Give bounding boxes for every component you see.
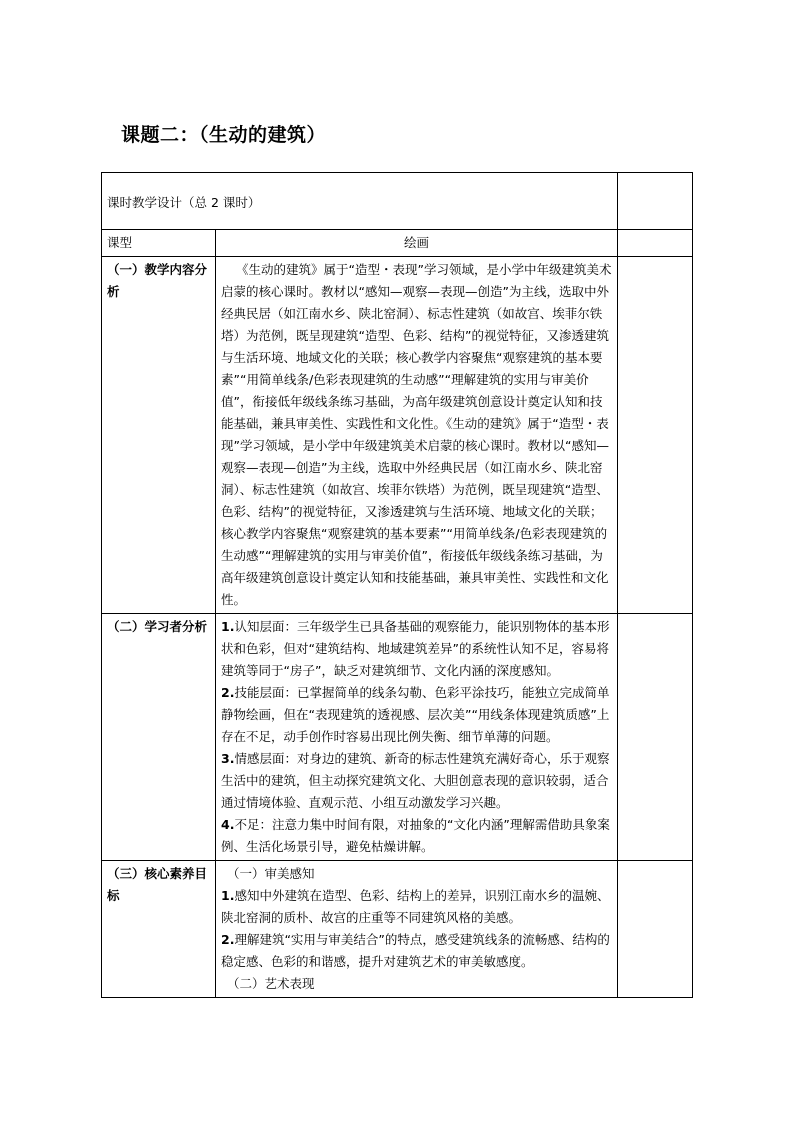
table-header-cell bbox=[102, 173, 618, 230]
core-goals-row bbox=[102, 861, 693, 998]
content-analysis-label: （一）教学内容分析 bbox=[102, 257, 216, 614]
content-analysis-cell bbox=[216, 257, 618, 614]
core-goals-cell bbox=[216, 861, 618, 998]
empty-cell bbox=[618, 614, 693, 861]
empty-cell bbox=[618, 861, 693, 998]
type-label: 课型 bbox=[102, 230, 216, 257]
learner-item: 2.技能层面：已掌握简单的线条勾勒、色彩平涂技巧，能独立完成简单静物绘画，但在“表现建筑的透视感、层次美”“用线条体现建筑质感”上存在不足，动手创作时容易出现比例失衡、细节单薄的问题。 bbox=[221, 685, 610, 744]
empty-cell bbox=[618, 257, 693, 614]
goal-item: 2.理解建筑“实用与审美结合”的特点，感受建筑线条的流畅感、结构的稳定感、色彩的和谐感，提升对建筑艺术的审美敏感度。 bbox=[221, 932, 610, 969]
goals-subheading: （二）艺术表现 bbox=[227, 976, 315, 991]
learner-analysis-row bbox=[102, 614, 693, 861]
type-value: 绘画 bbox=[216, 230, 618, 257]
empty-cell bbox=[618, 230, 693, 257]
table-header-text: 课时教学设计（总 2 课时） bbox=[107, 195, 261, 210]
page-title: 课题二：（生动的建筑） bbox=[121, 124, 327, 146]
goals-subheading: （一）审美感知 bbox=[227, 866, 315, 881]
learner-item: 3.情感层面：对身边的建筑、新奇的标志性建筑充满好奇心，乐于观察生活中的建筑，但主动探究建筑文化、大胆创意表现的意识较弱，适合通过情境体验、直观示范、小组互动激发学习兴趣。 bbox=[221, 751, 610, 810]
type-row bbox=[102, 230, 693, 257]
content-analysis-text: 《生动的建筑》属于“造型・表现”学习领域，是小学中年级建筑美术启蒙的核心课时。教材以“感知—观察—表现—创造”为主线，选取中外经典民居（如江南水乡、陕北窑洞）、标志性建筑（如故宫、埃菲尔铁塔）为范例，既呈现建筑“造型、色彩、结构”的视觉特征，又渗透建筑与生活环境、地域文化的关联；核心教学内容聚焦“观察建筑的基本要素”“用简单线条/色彩表现建筑的生动感”“理解建筑的实用与审美价值”，衔接低年级线条练习基础，为高年级建筑创意设计奠定认知和技能基础，兼具审美性、实践性和文化性。《生动的建筑》属于“造型・表现”学习领域，是小学中年级建筑美术启蒙的核心课时。教材以“感知—观察—表现—创造”为主线，选取中外经典民居（如江南水乡、陕北窑洞）、标志性建筑（如故宫、埃菲尔铁塔）为范例，既呈现建筑“造型、色彩、结构”的视觉特征，又渗透建筑与生活环境、地域文化的关联；核心教学内容聚焦“观察建筑的基本要素”“用简单线条/色彩表现建筑的生动感”“理解建筑的实用与审美价值”，衔接低年级线条练习基础，为高年级建筑创意设计奠定认知和技能基础，兼具审美性、实践性和文化性。 bbox=[221, 262, 612, 607]
table-header-row bbox=[102, 173, 693, 230]
content-analysis-row bbox=[102, 257, 693, 614]
learner-item: 1.认知层面：三年级学生已具备基础的观察能力，能识别物体的基本形状和色彩，但对“建筑结构、地域建筑差异”的系统性认知不足，容易将建筑等同于“房子”，缺乏对建筑细节、文化内涵的深度感知。 bbox=[221, 619, 610, 678]
learner-item: 4.不足：注意力集中时间有限，对抽象的“文化内涵”理解需借助具象案例、生活化场景引导，避免枯燥讲解。 bbox=[221, 817, 610, 854]
learner-analysis-cell bbox=[216, 614, 618, 861]
empty-cell bbox=[618, 173, 693, 230]
lesson-design-table bbox=[101, 172, 693, 998]
learner-analysis-label: （二）学习者分析 bbox=[102, 614, 216, 861]
goal-item: 1.感知中外建筑在造型、色彩、结构上的差异，识别江南水乡的温婉、陕北窑洞的质朴、故宫的庄重等不同建筑风格的美感。 bbox=[221, 888, 610, 925]
core-goals-label: （三）核心素养目标 bbox=[102, 861, 216, 998]
